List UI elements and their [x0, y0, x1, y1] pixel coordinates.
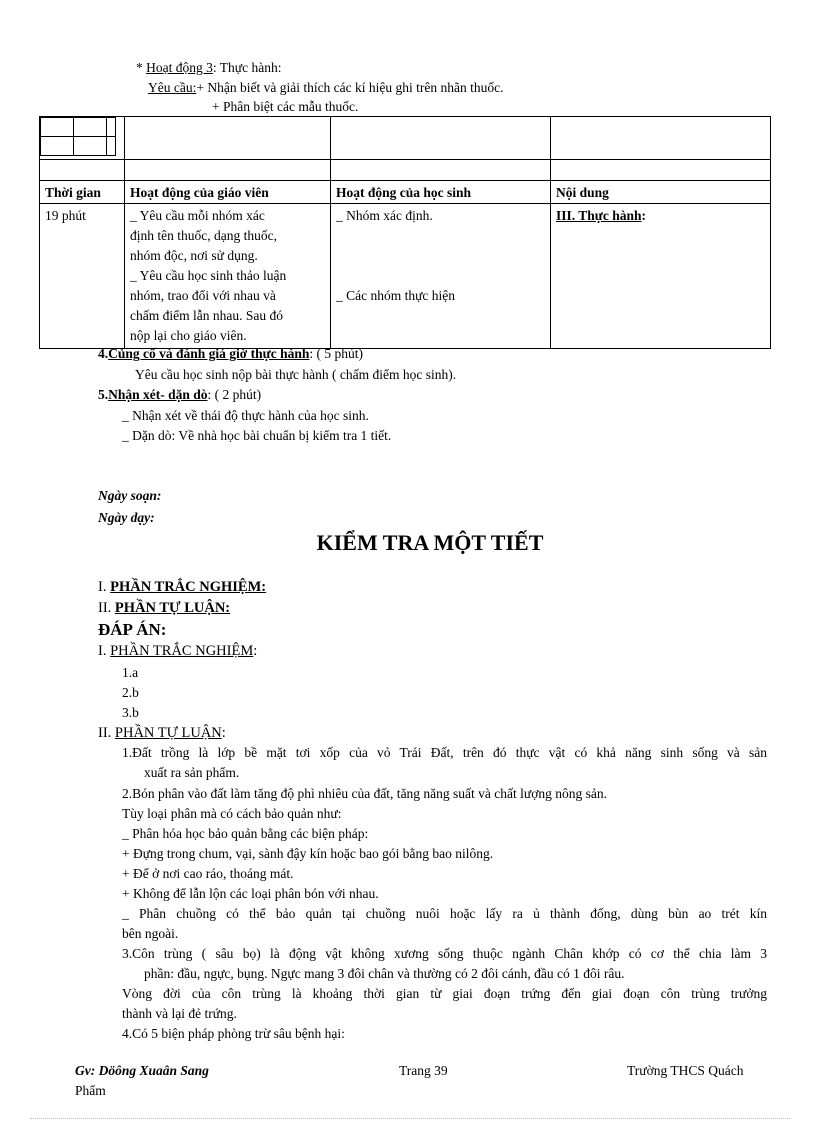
header-time: Thời gian: [40, 181, 125, 204]
essay-line: bên ngoài.: [122, 926, 179, 941]
section-1: I. PHẦN TRẮC NGHIỆM:: [98, 579, 267, 595]
teacher-line: chấm điểm lẫn nhau. Sau đó: [130, 308, 283, 323]
cell-time: 19 phút: [40, 204, 125, 349]
answer-section-2: II. PHẦN TỰ LUẬN:: [98, 725, 226, 741]
table-gap-row: [40, 160, 771, 181]
essay-line: 2.Bón phân vào đất làm tăng độ phì nhiêu của đất, tăng năng suất và chất lượng nông sản.: [122, 786, 607, 801]
essay-line: _ Phân hóa học bảo quản bằng các biện pháp:: [122, 826, 369, 841]
review-time: : ( 2 phút): [207, 387, 262, 402]
consolidate-title: Củng cố và đánh giá giờ thực hành: [108, 346, 310, 361]
cell-content: [551, 204, 771, 349]
consolidate-line: Yêu cầu học sinh nộp bài thực hành ( chấm điểm học sinh).: [135, 367, 457, 382]
teacher-line: _ Yêu cầu học sinh thảo luận: [130, 268, 287, 283]
section-2: II. PHẦN TỰ LUẬN:: [98, 600, 231, 616]
bullet-star: *: [136, 60, 143, 75]
essay-line: + Đựng trong chum, vại, sành đậy kín hoặc bao gói bằng bao nilông.: [122, 846, 494, 861]
empty-cell: [125, 117, 331, 160]
mini-grid: [40, 117, 116, 156]
exam-title: KIỂM TRA MỘT TIẾT: [316, 530, 544, 555]
essay-line: Vòng đời của côn trùng là khoảng thời gian từ giai đoạn trứng đến giai đoạn côn trùng trưởng: [122, 986, 767, 1001]
review-line-2: _ Dặn dò: Về nhà học bài chuẩn bị kiểm tra 1 tiết.: [122, 428, 392, 443]
essay-line: 4.Có 5 biện pháp phòng trừ sâu bệnh hại:: [122, 1026, 345, 1041]
cell-teacher: [125, 204, 331, 349]
activity-title: Hoạt động 3: [146, 60, 213, 75]
requirement-label: Yêu cầu:: [148, 80, 197, 95]
consolidate-time: : ( 5 phút): [309, 346, 364, 361]
essay-line: + Để ở nơi cao ráo, thoáng mát.: [122, 866, 294, 881]
teacher-line: định tên thuốc, dạng thuốc,: [130, 228, 277, 243]
teach-date: Ngày dạy:: [98, 510, 155, 525]
consolidate-num: 4.: [98, 346, 109, 361]
table-row: [40, 204, 771, 349]
review-num: 5.: [98, 387, 109, 402]
requirement-2: + Phân biệt các mẫu thuốc.: [212, 99, 359, 114]
essay-line: phần: đầu, ngực, bụng. Ngực mang 3 đôi chân và thường có 2 đôi cánh, đầu có 1 đôi râu.: [144, 966, 625, 981]
essay-line: thành và lại đẻ trứng.: [122, 1006, 237, 1021]
footer-page: Trang 39: [399, 1063, 448, 1078]
lesson-table: [39, 116, 771, 349]
header-student: Hoạt động của học sinh: [331, 181, 551, 204]
teacher-line: nhóm độc, nơi sử dụng.: [130, 248, 258, 263]
cell-student: [331, 204, 551, 349]
answer-section-1: I. PHẦN TRẮC NGHIỆM:: [98, 643, 258, 659]
essay-line: _ Phân chuồng có thể bảo quản tại chuồng nuôi hoặc lấy ra ủ thành đống, dùng bùn ao trét kín: [122, 906, 767, 921]
footer-school-cont: Phẩm: [75, 1083, 106, 1098]
footer-school: Trường THCS Quách: [627, 1063, 744, 1078]
section-2-title: PHẦN TỰ LUẬN:: [114, 600, 231, 616]
review-heading: [98, 387, 261, 403]
student-line-2: _ Các nhóm thực hiện: [336, 288, 456, 303]
activity-name: Thực hành:: [219, 60, 282, 75]
essay-line: 1.Đất trồng là lớp bề mặt tơi xốp của vỏ Trái Đất, trên đó thực vật có khả năng sinh sống và sản: [122, 745, 767, 760]
essay-line: + Không để lẫn lộn các loại phân bón với nhau.: [122, 886, 379, 901]
teacher-line: _ Yêu cầu mỗi nhóm xác: [130, 208, 265, 223]
table-header-row: [40, 181, 771, 204]
empty-cell: [551, 117, 771, 160]
activity-heading: [136, 60, 281, 76]
activity-colon: :: [212, 60, 217, 75]
footer-teacher: Gv: Döông Xuaân Sang: [75, 1063, 209, 1078]
page-separator: [30, 1118, 790, 1119]
requirement-1: + Nhận biết và giải thích các kí hiệu ghi trên nhãn thuốc.: [196, 80, 504, 95]
compose-date: Ngày soạn:: [98, 488, 162, 503]
table-top-row: [40, 117, 771, 160]
mc-answer: 1.a: [122, 665, 139, 680]
teacher-line: nộp lại cho giáo viên.: [130, 328, 247, 343]
content-colon: :: [641, 208, 647, 223]
student-line-1: _ Nhóm xác định.: [336, 208, 433, 223]
requirement-line-1: [148, 80, 504, 96]
mc-answer: 3.b: [122, 705, 139, 720]
mini-grid-cell: [40, 117, 125, 160]
consolidate-heading: [98, 346, 363, 362]
essay-line: Tùy loại phân mà có cách bảo quản như:: [122, 806, 342, 821]
section-1-title: PHẦN TRẮC NGHIỆM:: [110, 579, 267, 595]
answer-section-2-title: PHẦN TỰ LUẬN: [114, 725, 222, 741]
teacher-line: nhóm, trao đổi với nhau và: [130, 288, 276, 303]
header-content: Nội dung: [551, 181, 771, 204]
header-teacher: Hoạt động của giáo viên: [125, 181, 331, 204]
essay-line: 3.Côn trùng ( sâu bọ) là động vật không xương sống thuộc ngành Chân khớp có cơ thể chia làm 3: [122, 946, 767, 961]
essay-line: xuất ra sản phẩm.: [144, 765, 240, 780]
empty-cell: [331, 117, 551, 160]
review-line-1: _ Nhận xét về thái độ thực hành của học sinh.: [122, 408, 369, 423]
review-title: Nhận xét- dặn dò: [108, 387, 208, 402]
answer-title: ĐÁP ÁN:: [98, 620, 167, 639]
content-heading: III. Thực hành: [556, 208, 642, 223]
mc-answer: 2.b: [122, 685, 139, 700]
answer-section-1-title: PHẦN TRẮC NGHIỆM: [110, 643, 254, 659]
